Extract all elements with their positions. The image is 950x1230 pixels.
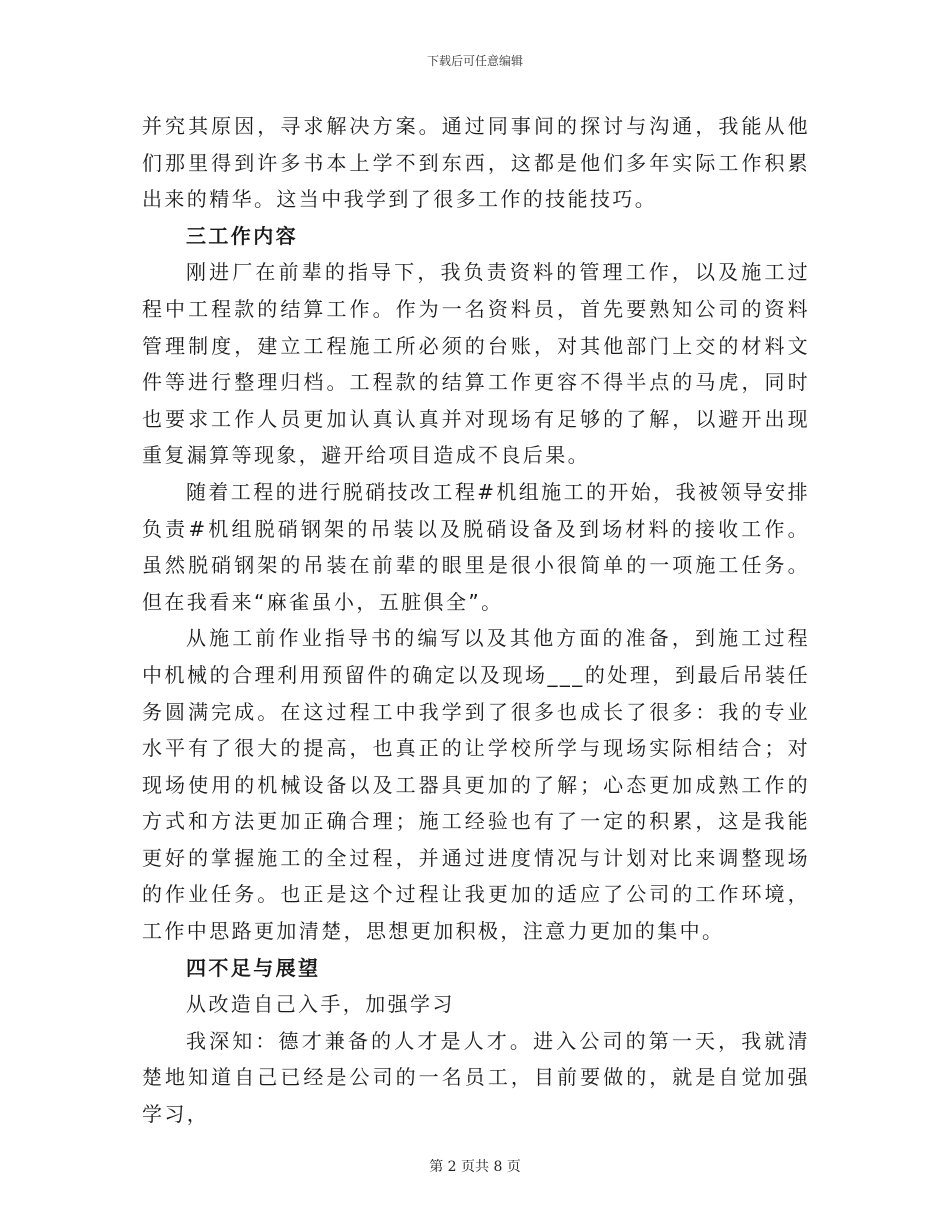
page-number: 第 2 页共 8 页 bbox=[429, 1159, 521, 1175]
paragraph-shortcomings-1: 我深知：德才兼备的人才是人才。进入公司的第一天，我就清楚地知道自己已经是公司的一名员工，目前要做的，就是自觉加强学习， bbox=[142, 1028, 810, 1127]
subheading-self-improvement: 从改造自己入手，加强学习 bbox=[186, 992, 455, 1017]
paragraph-intro: 并究其原因，寻求解决方案。通过同事间的探讨与沟通，我能从他们那里得到许多书本上学不到东西，这都是他们多年实际工作积累出来的精华。这当中我学到了很多工作的技能技巧。 bbox=[142, 114, 810, 212]
paragraph-work-content-3: 从施工前作业指导书的编写以及其他方面的准备，到施工过程中机械的合理利用预留件的确定以及现场___的处理，到最后吊装任务圆满完成。在这过程工中我学到了很多也成长了很多：我的专业水平有了很大的提高，也真正的让学校所学与现场实际相结合；对现场使用的机械设备以及工器具更加的了解；心态更加成熟工作的方式和方法更加正确合理；施工经验也有了一定的积累，这是我能更好的掌握施工的全过程，并通过进度情况与计划对比来调整现场的作业任务。也正是这个过程让我更加的适应了公司的工作环境，工作中思路更加清楚，思想更加积极，注意力更加的集中。 bbox=[142, 626, 810, 944]
section-heading-shortcomings: 四不足与展望 bbox=[186, 955, 321, 980]
section-heading-work-content: 三工作内容 bbox=[186, 223, 298, 248]
paragraph-work-content-1: 刚进厂在前辈的指导下，我负责资料的管理工作，以及施工过程中工程款的结算工作。作为一名资料员，首先要熟知公司的资料管理制度，建立工程施工所必须的台账，对其他部门上交的材料文件等进行整理归档。工程款的结算工作更容不得半点的马虎，同时也要求工作人员更加认真认真并对现场有足够的了解，以避开出现重复漏算等现象，避开给项目造成不良后果。 bbox=[142, 260, 810, 468]
paragraph-work-content-2: 随着工程的进行脱硝技改工程#机组施工的开始，我被领导安排负责#机组脱硝钢架的吊装以及脱硝设备及到场材料的接收工作。虽然脱硝钢架的吊装在前辈的眼里是很小很简单的一项施工任务。但在我看来“麻雀虽小，五脏俱全”。 bbox=[142, 479, 810, 614]
page-header: 下载后可任意编辑 bbox=[426, 54, 523, 68]
document-body bbox=[142, 108, 810, 1133]
